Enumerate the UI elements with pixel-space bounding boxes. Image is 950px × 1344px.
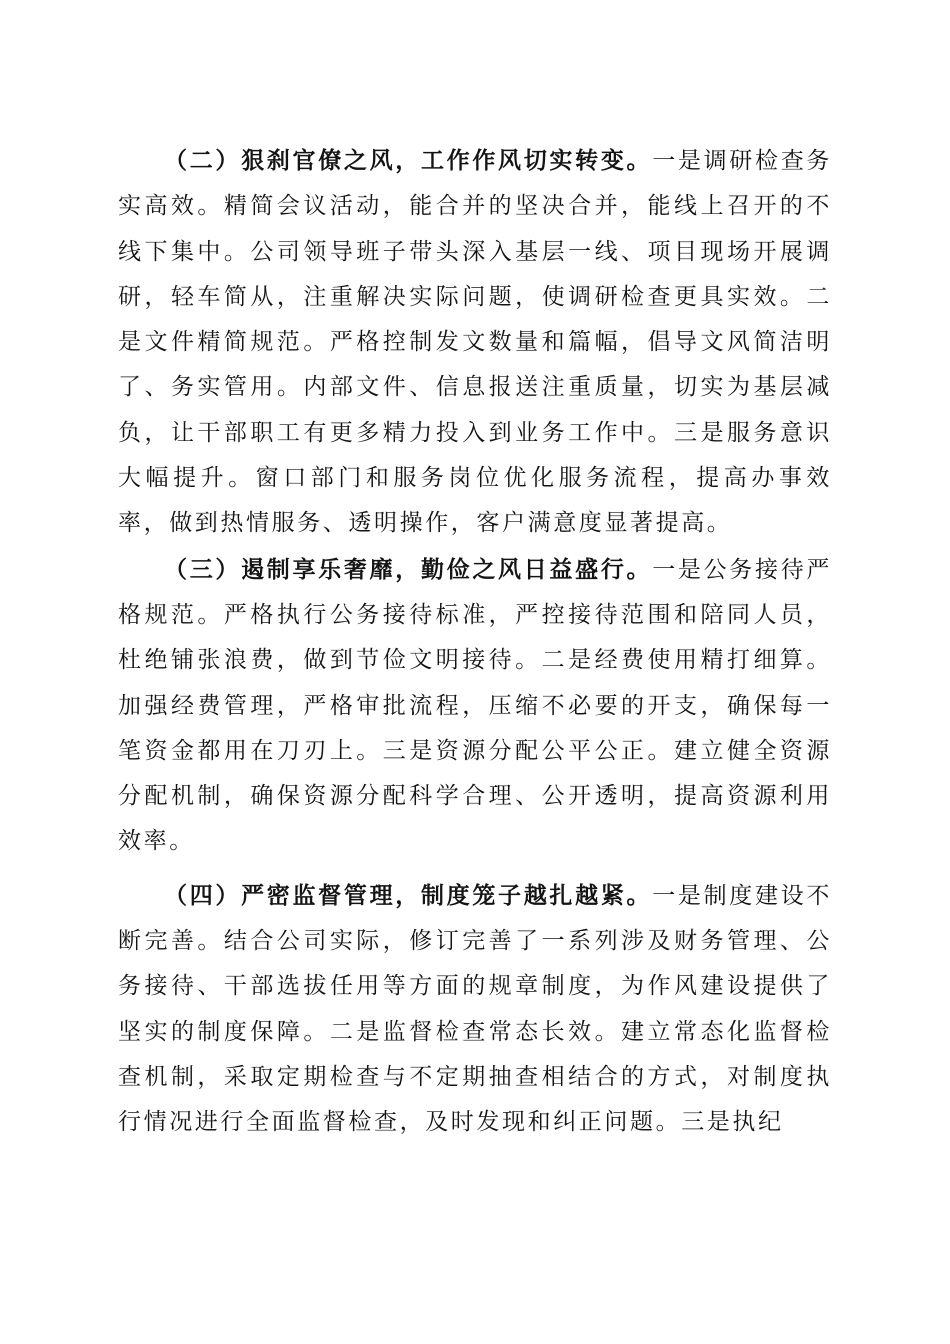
- paragraph-text: 一是公务接待严格规范。严格执行公务接待标准，严控接待范围和陪同人员，杜绝铺张浪费，做到节俭文明接待。二是经费使用精打细算。加强经费管理，严格审批流程，压缩不必要的开支，确保每一笔资金都用在刀刃上。三是资源分配公平公正。建立健全资源分配机制，确保资源分配科学合理、公开透明，提高资源利用效率。: [118, 556, 832, 855]
- paragraph-heading: （二）狠刹官僚之风，工作作风切实转变。: [164, 147, 653, 174]
- document-body: [118, 138, 832, 1146]
- paragraph-section-4: [118, 873, 832, 1146]
- paragraph-section-3: [118, 547, 832, 865]
- paragraph-text: 一是制度建设不断完善。结合公司实际，修订完善了一系列涉及财务管理、公务接待、干部选拔任用等方面的规章制度，为作风建设提供了坚实的制度保障。二是监督检查常态长效。建立常态化监督检查机制，采取定期检查与不定期抽查相结合的方式，对制度执行情况进行全面监督检查，及时发现和纠正问题。三是执纪: [118, 882, 832, 1136]
- paragraph-section-2: [118, 138, 832, 547]
- paragraph-heading: （三）遏制享乐奢靡，勤俭之风日益盛行。: [164, 555, 653, 583]
- paragraph-heading: （四）严密监督管理，制度笼子越扎越紧。: [164, 881, 653, 909]
- paragraph-text: 一是调研检查务实高效。精简会议活动，能合并的坚决合并，能线上召开的不线下集中。公司领导班子带头深入基层一线、项目现场开展调研，轻车简从，注重解决实际问题，使调研检查更具实效。二是文件精简规范。严格控制发文数量和篇幅，倡导文风简洁明了、务实管用。内部文件、信息报送注重质量，切实为基层减负，让干部职工有更多精力投入到业务工作中。三是服务意识大幅提升。窗口部门和服务岗位优化服务流程，提高办事效率，做到热情服务、透明操作，客户满意度显著提高。: [118, 148, 832, 537]
